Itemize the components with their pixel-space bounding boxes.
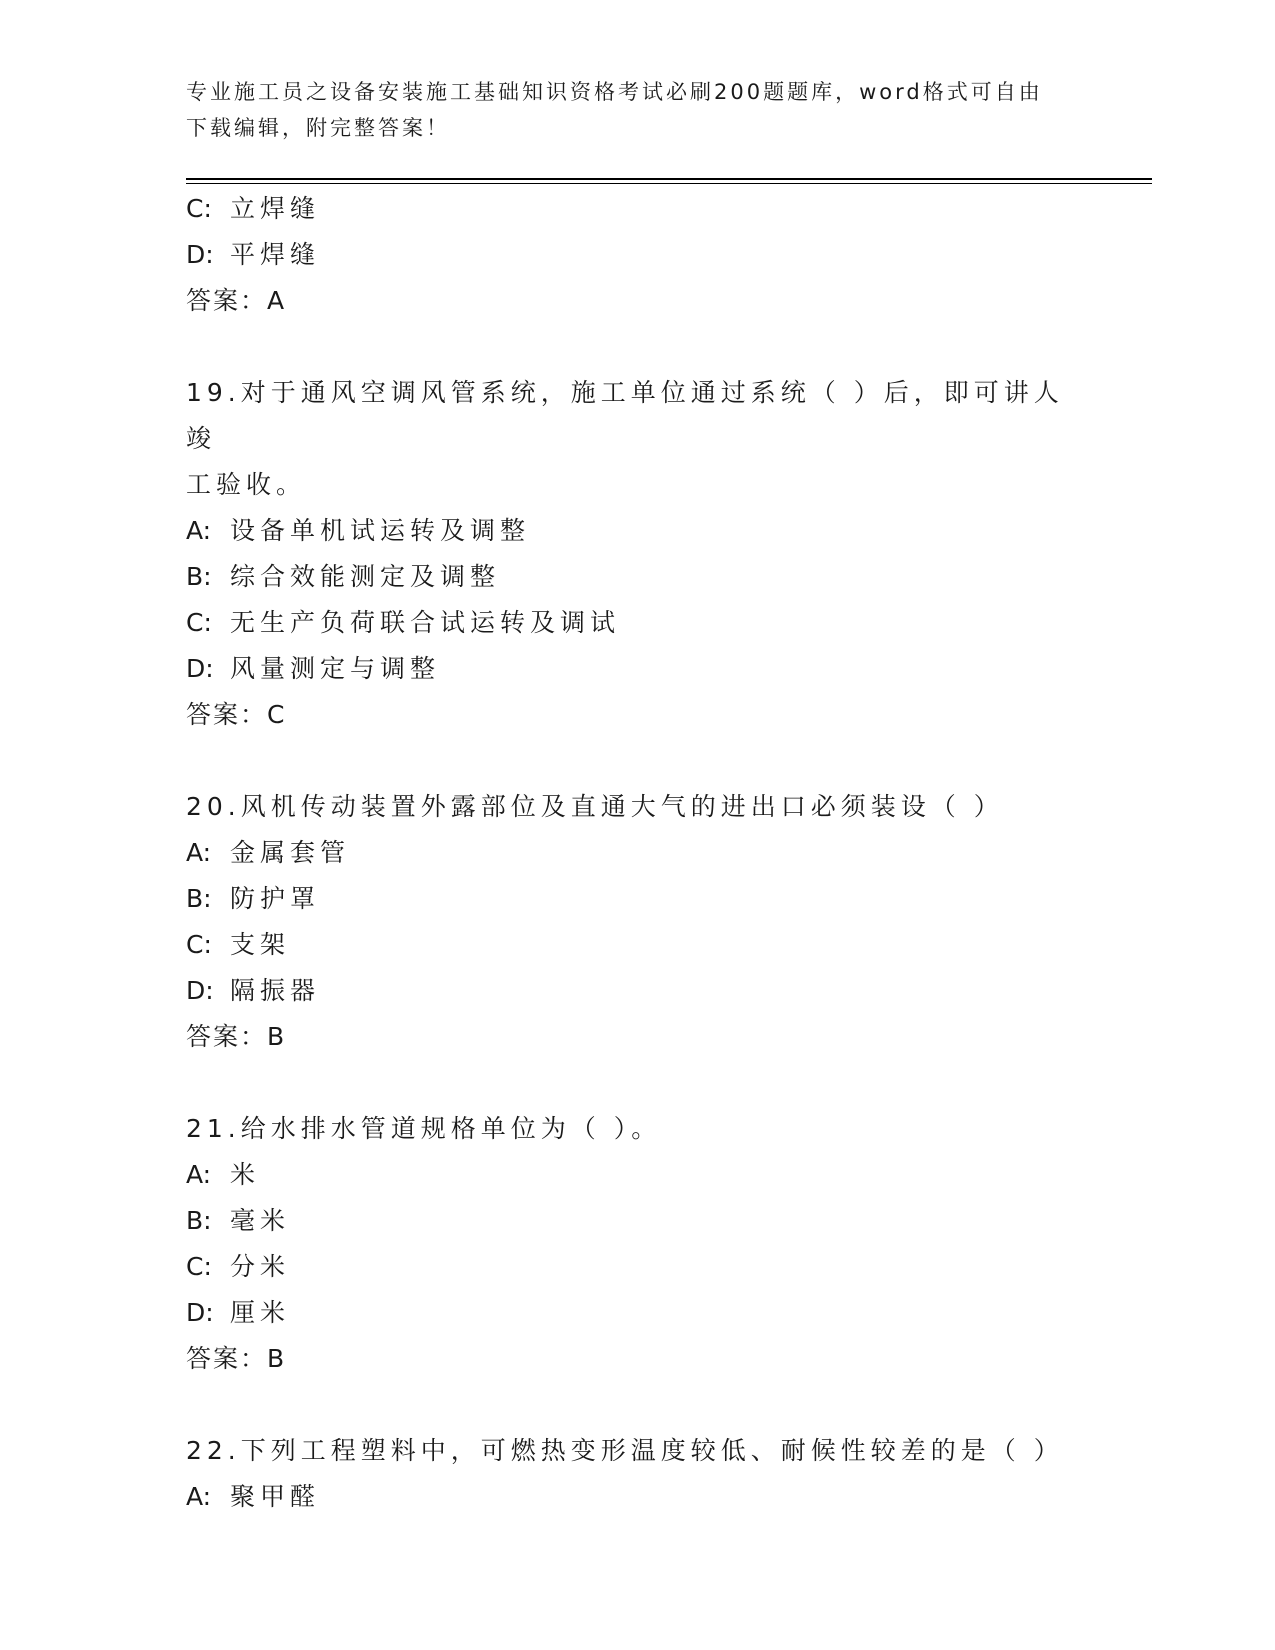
option-letter: C: xyxy=(186,1252,212,1281)
option-letter: A: xyxy=(186,838,212,867)
option-letter: A: xyxy=(186,1482,212,1511)
option-letter: C: xyxy=(186,608,212,637)
answer-line: 答案：B xyxy=(186,1022,287,1051)
option-d xyxy=(186,1290,1086,1336)
option-letter: A: xyxy=(186,516,212,545)
option-c xyxy=(186,922,1086,968)
option-b xyxy=(186,554,1086,600)
header-divider-thin xyxy=(186,183,1152,184)
question-18-continued xyxy=(186,186,1086,324)
header-title-line-1: 专业施工员之设备安装施工基础知识资格考试必刷200题题库，word格式可自由 xyxy=(186,80,1043,104)
option-a xyxy=(186,1152,1086,1198)
question-22 xyxy=(186,1428,1086,1520)
option-b xyxy=(186,1198,1086,1244)
answer-line: 答案：B xyxy=(186,1344,287,1373)
option-text: 聚甲醛 xyxy=(230,1482,321,1511)
option-letter: D: xyxy=(186,1298,214,1327)
option-letter: D: xyxy=(186,976,214,1005)
answer-line: 答案：A xyxy=(186,286,287,315)
option-text: 金属套管 xyxy=(230,838,351,867)
option-letter: B: xyxy=(186,884,212,913)
option-text: 毫米 xyxy=(230,1206,291,1235)
option-letter: C: xyxy=(186,930,212,959)
option-b xyxy=(186,876,1086,922)
option-letter: C: xyxy=(186,194,212,223)
option-letter: D: xyxy=(186,654,214,683)
option-text: 隔振器 xyxy=(230,976,321,1005)
option-a xyxy=(186,508,1086,554)
question-20 xyxy=(186,784,1086,1060)
option-text: 平焊缝 xyxy=(230,240,321,269)
document-header xyxy=(186,74,1086,146)
question-stem-continued: 工验收。 xyxy=(186,470,307,499)
question-19 xyxy=(186,370,1086,738)
option-text: 设备单机试运转及调整 xyxy=(230,516,531,545)
option-text: 米 xyxy=(230,1160,261,1189)
option-c xyxy=(186,600,1086,646)
option-text: 无生产负荷联合试运转及调试 xyxy=(230,608,621,637)
option-text: 立焊缝 xyxy=(230,194,321,223)
option-text: 支架 xyxy=(230,930,291,959)
option-d xyxy=(186,232,1086,278)
question-stem: 19.对于通风空调风管系统，施工单位通过系统（ ）后，即可讲人竣 xyxy=(186,378,1064,453)
option-a xyxy=(186,1474,1086,1520)
option-c xyxy=(186,1244,1086,1290)
option-text: 分米 xyxy=(230,1252,291,1281)
option-letter: A: xyxy=(186,1160,212,1189)
answer-line: 答案：C xyxy=(186,700,287,729)
option-letter: B: xyxy=(186,562,212,591)
question-list xyxy=(186,186,1086,1520)
option-text: 风量测定与调整 xyxy=(230,654,441,683)
option-c xyxy=(186,186,1086,232)
option-letter: B: xyxy=(186,1206,212,1235)
option-letter: D: xyxy=(186,240,214,269)
question-stem: 21.给水排水管道规格单位为（ ）。 xyxy=(186,1114,662,1143)
option-a xyxy=(186,830,1086,876)
option-text: 厘米 xyxy=(230,1298,291,1327)
question-stem: 20.风机传动装置外露部位及直通大气的进出口必须装设（ ） xyxy=(186,792,1004,821)
option-text: 防护罩 xyxy=(230,884,321,913)
header-title-line-2: 下载编辑，附完整答案！ xyxy=(186,116,450,140)
header-divider-thick xyxy=(186,178,1152,180)
option-d xyxy=(186,968,1086,1014)
option-d xyxy=(186,646,1086,692)
question-stem: 22.下列工程塑料中，可燃热变形温度较低、耐候性较差的是（ ） xyxy=(186,1436,1064,1465)
option-text: 综合效能测定及调整 xyxy=(230,562,501,591)
question-21 xyxy=(186,1106,1086,1382)
